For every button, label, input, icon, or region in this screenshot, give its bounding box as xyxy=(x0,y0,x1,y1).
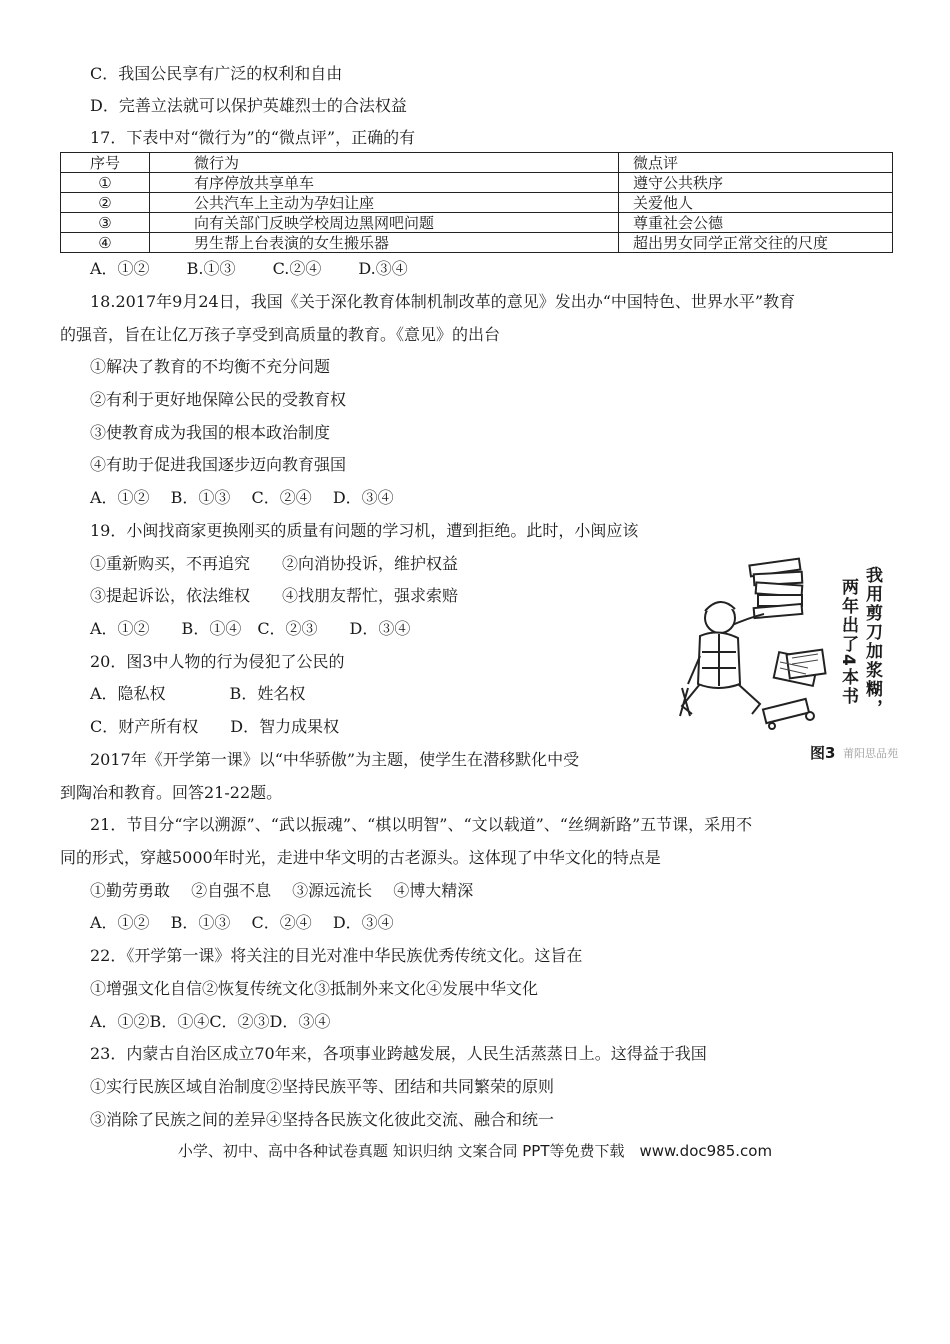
q17-table xyxy=(60,152,893,253)
cartoon-caption-2: 两年出了4本书 xyxy=(838,578,858,706)
table-cell: ② xyxy=(61,193,150,213)
table-header-cell: 微点评 xyxy=(619,153,893,173)
q23-stem: 23．内蒙古自治区成立70年来，各项事业跨越发展，人民生活蒸蒸日上。这得益于我国 xyxy=(90,1044,707,1063)
figure-watermark: 莆阳思品苑 xyxy=(843,747,898,760)
table-cell: ③ xyxy=(61,213,150,233)
cartoon-caption-1: 我用剪刀加浆糊， xyxy=(862,566,882,718)
table-row xyxy=(61,233,893,253)
page-footer: 小学、初中、高中各种试卷真题 知识归纳 文案合同 PPT等免费下载 www.doc985.com xyxy=(177,1142,773,1160)
q17-options: A．①② B.①③ C.②④ D.③④ xyxy=(90,259,408,278)
table-cell: 男生帮上台表演的女生搬乐器 xyxy=(150,233,619,253)
q17-stem: 17．下表中对“微行为”的“微点评”，正确的有 xyxy=(90,128,416,147)
table-cell: ④ xyxy=(61,233,150,253)
section-intro-2: 到陶冶和教育。回答21-22题。 xyxy=(60,783,283,802)
q18-statement-4: ④有助于促进我国逐步迈向教育强国 xyxy=(90,455,347,474)
table-cell: ① xyxy=(61,173,150,193)
table-header-cell: 微行为 xyxy=(150,153,619,173)
table-cell: 超出男女同学正常交往的尺度 xyxy=(619,233,893,253)
q19-stem: 19．小闽找商家更换刚买的质量有问题的学习机，遭到拒绝。此时，小闽应该 xyxy=(90,521,639,540)
table-cell: 公共汽车上主动为孕妇让座 xyxy=(150,193,619,213)
q18-statement-3: ③使教育成为我国的根本政治制度 xyxy=(90,423,331,442)
q19-options: A．①② B．①④ C．②③ D．③④ xyxy=(90,619,411,638)
q22-statements: ①增强文化自信②恢复传统文化③抵制外来文化④发展中华文化 xyxy=(90,979,539,998)
q20-stem: 20．图3中人物的行为侵犯了公民的 xyxy=(90,652,345,671)
q21-stem-2: 同的形式，穿越5000年时光，走进中华文明的古老源头。这体现了中华文化的特点是 xyxy=(60,848,661,867)
table-header-cell: 序号 xyxy=(61,153,150,173)
q23-statements-3-4: ③消除了民族之间的差异④坚持各民族文化彼此交流、融合和统一 xyxy=(90,1110,555,1129)
table-cell: 关爱他人 xyxy=(619,193,893,213)
table-row xyxy=(61,173,893,193)
q18-statement-2: ②有利于更好地保障公民的受教育权 xyxy=(90,390,347,409)
figure-label: 图3 xyxy=(810,744,836,762)
q16-option-d: D．完善立法就可以保护英雄烈士的合法权益 xyxy=(90,96,407,115)
q18-stem-1: 18.2017年9月24日，我国《关于深化教育体制机制改革的意见》发出办“中国特色、世界水平”教育 xyxy=(90,292,796,311)
figure-3-cartoon xyxy=(668,556,898,768)
q20-options-cd: C．财产所有权 D．智力成果权 xyxy=(90,717,340,736)
table-header-row xyxy=(61,153,893,173)
q23-statements-1-2: ①实行民族区域自治制度②坚持民族平等、团结和共同繁荣的原则 xyxy=(90,1077,555,1096)
q18-options: A．①② B．①③ C．②④ D．③④ xyxy=(90,488,394,507)
q18-stem-2: 的强音，旨在让亿万孩子享受到高质量的教育。《意见》的出台 xyxy=(60,325,501,344)
q21-options: A．①② B．①③ C．②④ D．③④ xyxy=(90,913,394,932)
q22-stem: 22．《开学第一课》将关注的目光对准中华民族优秀传统文化。这旨在 xyxy=(90,946,583,965)
q19-statements-3-4: ③提起诉讼，依法维权 ④找朋友帮忙，强求索赔 xyxy=(90,586,459,605)
q22-options: A．①②B．①④C．②③D．③④ xyxy=(90,1012,331,1031)
q21-statements: ①勤劳勇敢 ②自强不息 ③源远流长 ④博大精深 xyxy=(90,881,474,900)
q21-stem-1: 21．节目分“字以溯源”、“武以振魂”、“棋以明智”、“文以载道”、“丝绸新路”五节课，采用不 xyxy=(90,815,753,834)
table-cell: 遵守公共秩序 xyxy=(619,173,893,193)
table-row xyxy=(61,193,893,213)
section-intro-1: 2017年《开学第一课》以“中华骄傲”为主题，使学生在潜移默化中受 xyxy=(90,750,580,769)
table-cell: 向有关部门反映学校周边黑网吧问题 xyxy=(150,213,619,233)
table-cell: 尊重社会公德 xyxy=(619,213,893,233)
table-row xyxy=(61,213,893,233)
q20-options-ab: A．隐私权 B．姓名权 xyxy=(90,684,306,703)
q18-statement-1: ①解决了教育的不均衡不充分问题 xyxy=(90,357,331,376)
cartoon-illustration xyxy=(668,556,838,741)
q16-option-c: C．我国公民享有广泛的权利和自由 xyxy=(90,64,343,83)
table-cell: 有序停放共享单车 xyxy=(150,173,619,193)
q19-statements-1-2: ①重新购买，不再追究 ②向消协投诉，维护权益 xyxy=(90,554,459,573)
